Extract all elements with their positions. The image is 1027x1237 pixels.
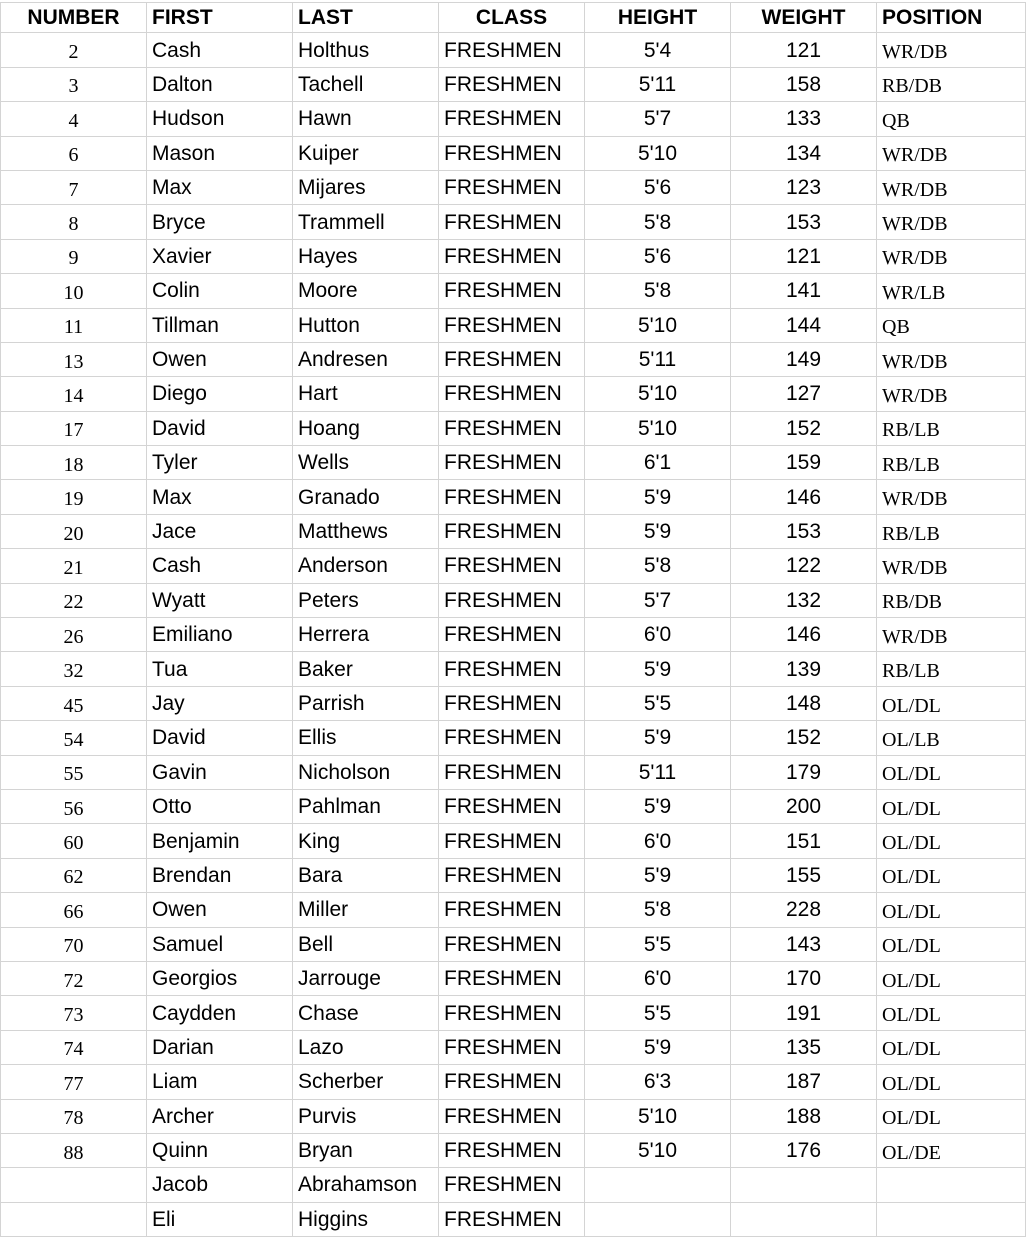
cell-height: 5'4	[585, 33, 731, 67]
cell-first: Hudson	[147, 102, 293, 136]
cell-class: FRESHMEN	[439, 514, 585, 548]
cell-height: 6'1	[585, 446, 731, 480]
cell-number: 45	[1, 686, 147, 720]
cell-class: FRESHMEN	[439, 67, 585, 101]
cell-height: 5'5	[585, 996, 731, 1030]
header-weight: WEIGHT	[731, 3, 877, 33]
table-row	[1, 961, 1026, 995]
table-row	[1, 411, 1026, 445]
cell-first: Eli	[147, 1202, 293, 1236]
cell-first: Tyler	[147, 446, 293, 480]
cell-number: 14	[1, 377, 147, 411]
cell-last: Herrera	[293, 618, 439, 652]
cell-class: FRESHMEN	[439, 789, 585, 823]
cell-weight: 158	[731, 67, 877, 101]
cell-last: Abrahamson	[293, 1168, 439, 1202]
cell-position: OL/DL	[877, 961, 1026, 995]
table-row	[1, 549, 1026, 583]
cell-number: 20	[1, 514, 147, 548]
cell-height: 5'9	[585, 514, 731, 548]
cell-last: Moore	[293, 274, 439, 308]
table-row	[1, 1168, 1026, 1202]
cell-class: FRESHMEN	[439, 446, 585, 480]
cell-position: WR/DB	[877, 549, 1026, 583]
cell-class: FRESHMEN	[439, 721, 585, 755]
table-row	[1, 824, 1026, 858]
table-row	[1, 893, 1026, 927]
cell-weight: 152	[731, 721, 877, 755]
cell-class: FRESHMEN	[439, 1030, 585, 1064]
cell-first: Darian	[147, 1030, 293, 1064]
cell-last: Hayes	[293, 239, 439, 273]
cell-position: WR/DB	[877, 205, 1026, 239]
cell-last: Tachell	[293, 67, 439, 101]
cell-height: 6'0	[585, 824, 731, 858]
cell-height: 6'3	[585, 1065, 731, 1099]
cell-height: 5'8	[585, 274, 731, 308]
cell-last: Holthus	[293, 33, 439, 67]
cell-class: FRESHMEN	[439, 755, 585, 789]
cell-number: 4	[1, 102, 147, 136]
cell-position: RB/LB	[877, 652, 1026, 686]
cell-first: Colin	[147, 274, 293, 308]
cell-height: 5'10	[585, 1133, 731, 1167]
cell-last: Ellis	[293, 721, 439, 755]
cell-last: Wells	[293, 446, 439, 480]
cell-height: 5'9	[585, 652, 731, 686]
cell-first: Wyatt	[147, 583, 293, 617]
cell-last: Purvis	[293, 1099, 439, 1133]
cell-height: 5'8	[585, 893, 731, 927]
cell-first: Bryce	[147, 205, 293, 239]
table-row	[1, 377, 1026, 411]
cell-weight	[731, 1168, 877, 1202]
cell-height: 5'8	[585, 549, 731, 583]
cell-position: RB/LB	[877, 514, 1026, 548]
cell-number	[1, 1202, 147, 1236]
table-row	[1, 996, 1026, 1030]
cell-class: FRESHMEN	[439, 136, 585, 170]
cell-last: Baker	[293, 652, 439, 686]
cell-height: 5'10	[585, 377, 731, 411]
table-row	[1, 205, 1026, 239]
header-height: HEIGHT	[585, 3, 731, 33]
cell-first: Max	[147, 170, 293, 204]
cell-height: 5'7	[585, 102, 731, 136]
table-row	[1, 239, 1026, 273]
cell-last: Hutton	[293, 308, 439, 342]
cell-position: OL/DE	[877, 1133, 1026, 1167]
cell-height: 5'9	[585, 480, 731, 514]
cell-first: Jacob	[147, 1168, 293, 1202]
cell-last: Trammell	[293, 205, 439, 239]
cell-height: 5'9	[585, 789, 731, 823]
cell-weight: 135	[731, 1030, 877, 1064]
cell-weight: 127	[731, 377, 877, 411]
cell-number: 78	[1, 1099, 147, 1133]
cell-position: QB	[877, 102, 1026, 136]
cell-position: WR/DB	[877, 480, 1026, 514]
header-row	[1, 3, 1026, 33]
cell-first: Caydden	[147, 996, 293, 1030]
cell-position: OL/DL	[877, 893, 1026, 927]
cell-height: 5'10	[585, 1099, 731, 1133]
cell-number: 9	[1, 239, 147, 273]
cell-weight: 143	[731, 927, 877, 961]
cell-number: 7	[1, 170, 147, 204]
cell-position: OL/DL	[877, 927, 1026, 961]
cell-class: FRESHMEN	[439, 170, 585, 204]
cell-number: 56	[1, 789, 147, 823]
cell-height: 5'9	[585, 858, 731, 892]
cell-weight: 134	[731, 136, 877, 170]
cell-last: Lazo	[293, 1030, 439, 1064]
cell-weight: 149	[731, 342, 877, 376]
cell-number: 60	[1, 824, 147, 858]
cell-class: FRESHMEN	[439, 1168, 585, 1202]
table-row	[1, 33, 1026, 67]
cell-number: 73	[1, 996, 147, 1030]
cell-height: 5'9	[585, 721, 731, 755]
cell-weight: 121	[731, 33, 877, 67]
cell-weight: 144	[731, 308, 877, 342]
cell-position: RB/LB	[877, 411, 1026, 445]
cell-position	[877, 1202, 1026, 1236]
cell-number: 22	[1, 583, 147, 617]
cell-first: Gavin	[147, 755, 293, 789]
cell-last: King	[293, 824, 439, 858]
cell-weight: 121	[731, 239, 877, 273]
table-row	[1, 1133, 1026, 1167]
cell-number: 3	[1, 67, 147, 101]
table-row	[1, 1065, 1026, 1099]
cell-class: FRESHMEN	[439, 377, 585, 411]
cell-number: 6	[1, 136, 147, 170]
cell-first: Georgios	[147, 961, 293, 995]
cell-class: FRESHMEN	[439, 927, 585, 961]
cell-class: FRESHMEN	[439, 686, 585, 720]
cell-position: OL/DL	[877, 1099, 1026, 1133]
cell-number: 62	[1, 858, 147, 892]
cell-weight: 187	[731, 1065, 877, 1099]
cell-weight: 176	[731, 1133, 877, 1167]
cell-weight: 188	[731, 1099, 877, 1133]
cell-class: FRESHMEN	[439, 411, 585, 445]
cell-first: Benjamin	[147, 824, 293, 858]
cell-weight: 153	[731, 514, 877, 548]
cell-height: 5'7	[585, 583, 731, 617]
cell-first: Tua	[147, 652, 293, 686]
cell-number: 72	[1, 961, 147, 995]
cell-class: FRESHMEN	[439, 1099, 585, 1133]
cell-number: 26	[1, 618, 147, 652]
cell-number: 17	[1, 411, 147, 445]
cell-class: FRESHMEN	[439, 893, 585, 927]
cell-last: Parrish	[293, 686, 439, 720]
cell-first: Cash	[147, 549, 293, 583]
cell-number: 11	[1, 308, 147, 342]
cell-position	[877, 1168, 1026, 1202]
cell-first: David	[147, 411, 293, 445]
table-row	[1, 274, 1026, 308]
cell-class: FRESHMEN	[439, 618, 585, 652]
cell-last: Hoang	[293, 411, 439, 445]
cell-weight: 152	[731, 411, 877, 445]
cell-class: FRESHMEN	[439, 996, 585, 1030]
cell-height: 5'10	[585, 136, 731, 170]
cell-first: Owen	[147, 342, 293, 376]
cell-number: 88	[1, 1133, 147, 1167]
cell-number: 21	[1, 549, 147, 583]
cell-number: 32	[1, 652, 147, 686]
cell-height: 5'8	[585, 205, 731, 239]
cell-weight: 122	[731, 549, 877, 583]
cell-last: Hawn	[293, 102, 439, 136]
cell-last: Granado	[293, 480, 439, 514]
cell-class: FRESHMEN	[439, 858, 585, 892]
cell-weight: 146	[731, 618, 877, 652]
cell-class: FRESHMEN	[439, 1133, 585, 1167]
cell-last: Nicholson	[293, 755, 439, 789]
cell-class: FRESHMEN	[439, 961, 585, 995]
table-row	[1, 652, 1026, 686]
cell-first: Emiliano	[147, 618, 293, 652]
cell-number: 10	[1, 274, 147, 308]
cell-last: Matthews	[293, 514, 439, 548]
cell-first: Quinn	[147, 1133, 293, 1167]
cell-height: 5'5	[585, 686, 731, 720]
cell-position: OL/DL	[877, 1065, 1026, 1099]
cell-height: 6'0	[585, 618, 731, 652]
table-row	[1, 170, 1026, 204]
cell-class: FRESHMEN	[439, 583, 585, 617]
cell-height: 6'0	[585, 961, 731, 995]
table-row	[1, 136, 1026, 170]
cell-position: RB/LB	[877, 446, 1026, 480]
cell-position: OL/DL	[877, 755, 1026, 789]
cell-position: OL/DL	[877, 686, 1026, 720]
cell-class: FRESHMEN	[439, 1065, 585, 1099]
cell-first: Liam	[147, 1065, 293, 1099]
cell-number: 77	[1, 1065, 147, 1099]
cell-position: WR/DB	[877, 170, 1026, 204]
cell-height: 5'10	[585, 308, 731, 342]
cell-number: 8	[1, 205, 147, 239]
cell-position: WR/DB	[877, 618, 1026, 652]
table-row	[1, 1030, 1026, 1064]
cell-height	[585, 1202, 731, 1236]
cell-class: FRESHMEN	[439, 1202, 585, 1236]
cell-weight: 228	[731, 893, 877, 927]
cell-weight: 170	[731, 961, 877, 995]
cell-first: Brendan	[147, 858, 293, 892]
cell-number: 55	[1, 755, 147, 789]
table-row	[1, 789, 1026, 823]
cell-position: OL/DL	[877, 824, 1026, 858]
cell-number: 13	[1, 342, 147, 376]
cell-last: Bryan	[293, 1133, 439, 1167]
cell-last: Andresen	[293, 342, 439, 376]
cell-number: 18	[1, 446, 147, 480]
cell-last: Peters	[293, 583, 439, 617]
cell-class: FRESHMEN	[439, 480, 585, 514]
cell-class: FRESHMEN	[439, 274, 585, 308]
cell-weight: 123	[731, 170, 877, 204]
table-row	[1, 618, 1026, 652]
cell-class: FRESHMEN	[439, 308, 585, 342]
table-row	[1, 480, 1026, 514]
cell-last: Hart	[293, 377, 439, 411]
table-row	[1, 858, 1026, 892]
cell-position: WR/DB	[877, 342, 1026, 376]
cell-number: 70	[1, 927, 147, 961]
cell-position: WR/LB	[877, 274, 1026, 308]
cell-last: Kuiper	[293, 136, 439, 170]
cell-weight	[731, 1202, 877, 1236]
cell-number	[1, 1168, 147, 1202]
table-row	[1, 308, 1026, 342]
cell-first: Max	[147, 480, 293, 514]
cell-first: Owen	[147, 893, 293, 927]
cell-first: David	[147, 721, 293, 755]
cell-position: WR/DB	[877, 136, 1026, 170]
cell-number: 2	[1, 33, 147, 67]
cell-last: Scherber	[293, 1065, 439, 1099]
cell-weight: 148	[731, 686, 877, 720]
cell-number: 54	[1, 721, 147, 755]
cell-class: FRESHMEN	[439, 205, 585, 239]
cell-first: Archer	[147, 1099, 293, 1133]
cell-weight: 155	[731, 858, 877, 892]
cell-position: OL/DL	[877, 1030, 1026, 1064]
cell-last: Bara	[293, 858, 439, 892]
cell-height: 5'11	[585, 342, 731, 376]
cell-position: OL/LB	[877, 721, 1026, 755]
table-row	[1, 927, 1026, 961]
cell-weight: 200	[731, 789, 877, 823]
cell-position: OL/DL	[877, 858, 1026, 892]
table-row	[1, 67, 1026, 101]
table-row	[1, 721, 1026, 755]
table-row	[1, 446, 1026, 480]
cell-position: WR/DB	[877, 239, 1026, 273]
cell-height: 5'10	[585, 411, 731, 445]
cell-first: Diego	[147, 377, 293, 411]
cell-last: Pahlman	[293, 789, 439, 823]
cell-position: RB/DB	[877, 67, 1026, 101]
cell-first: Cash	[147, 33, 293, 67]
cell-first: Dalton	[147, 67, 293, 101]
cell-position: OL/DL	[877, 996, 1026, 1030]
cell-height: 5'9	[585, 1030, 731, 1064]
cell-weight: 151	[731, 824, 877, 858]
cell-height: 5'11	[585, 755, 731, 789]
cell-position: WR/DB	[877, 33, 1026, 67]
table-row	[1, 1099, 1026, 1133]
table-row	[1, 755, 1026, 789]
table-row	[1, 1202, 1026, 1236]
cell-class: FRESHMEN	[439, 102, 585, 136]
cell-height	[585, 1168, 731, 1202]
cell-weight: 133	[731, 102, 877, 136]
table-row	[1, 342, 1026, 376]
table-row	[1, 514, 1026, 548]
header-number: NUMBER	[1, 3, 147, 33]
cell-weight: 179	[731, 755, 877, 789]
cell-last: Higgins	[293, 1202, 439, 1236]
cell-first: Jace	[147, 514, 293, 548]
roster-table	[0, 2, 1026, 1237]
header-last: LAST	[293, 3, 439, 33]
cell-height: 5'6	[585, 239, 731, 273]
cell-first: Otto	[147, 789, 293, 823]
cell-class: FRESHMEN	[439, 652, 585, 686]
cell-class: FRESHMEN	[439, 824, 585, 858]
cell-class: FRESHMEN	[439, 342, 585, 376]
cell-position: QB	[877, 308, 1026, 342]
cell-weight: 159	[731, 446, 877, 480]
cell-last: Bell	[293, 927, 439, 961]
cell-position: OL/DL	[877, 789, 1026, 823]
header-first: FIRST	[147, 3, 293, 33]
roster-body	[1, 33, 1026, 1237]
cell-last: Chase	[293, 996, 439, 1030]
cell-position: RB/DB	[877, 583, 1026, 617]
cell-weight: 139	[731, 652, 877, 686]
cell-class: FRESHMEN	[439, 239, 585, 273]
cell-first: Jay	[147, 686, 293, 720]
cell-first: Samuel	[147, 927, 293, 961]
cell-weight: 153	[731, 205, 877, 239]
header-position: POSITION	[877, 3, 1026, 33]
cell-number: 74	[1, 1030, 147, 1064]
cell-number: 19	[1, 480, 147, 514]
table-row	[1, 102, 1026, 136]
cell-first: Mason	[147, 136, 293, 170]
table-row	[1, 583, 1026, 617]
cell-height: 5'11	[585, 67, 731, 101]
cell-class: FRESHMEN	[439, 33, 585, 67]
cell-height: 5'6	[585, 170, 731, 204]
cell-weight: 141	[731, 274, 877, 308]
cell-height: 5'5	[585, 927, 731, 961]
cell-first: Tillman	[147, 308, 293, 342]
cell-last: Miller	[293, 893, 439, 927]
cell-last: Mijares	[293, 170, 439, 204]
table-row	[1, 686, 1026, 720]
cell-first: Xavier	[147, 239, 293, 273]
cell-class: FRESHMEN	[439, 549, 585, 583]
cell-position: WR/DB	[877, 377, 1026, 411]
cell-weight: 146	[731, 480, 877, 514]
cell-weight: 132	[731, 583, 877, 617]
cell-number: 66	[1, 893, 147, 927]
cell-last: Jarrouge	[293, 961, 439, 995]
cell-last: Anderson	[293, 549, 439, 583]
header-class: CLASS	[439, 3, 585, 33]
cell-weight: 191	[731, 996, 877, 1030]
